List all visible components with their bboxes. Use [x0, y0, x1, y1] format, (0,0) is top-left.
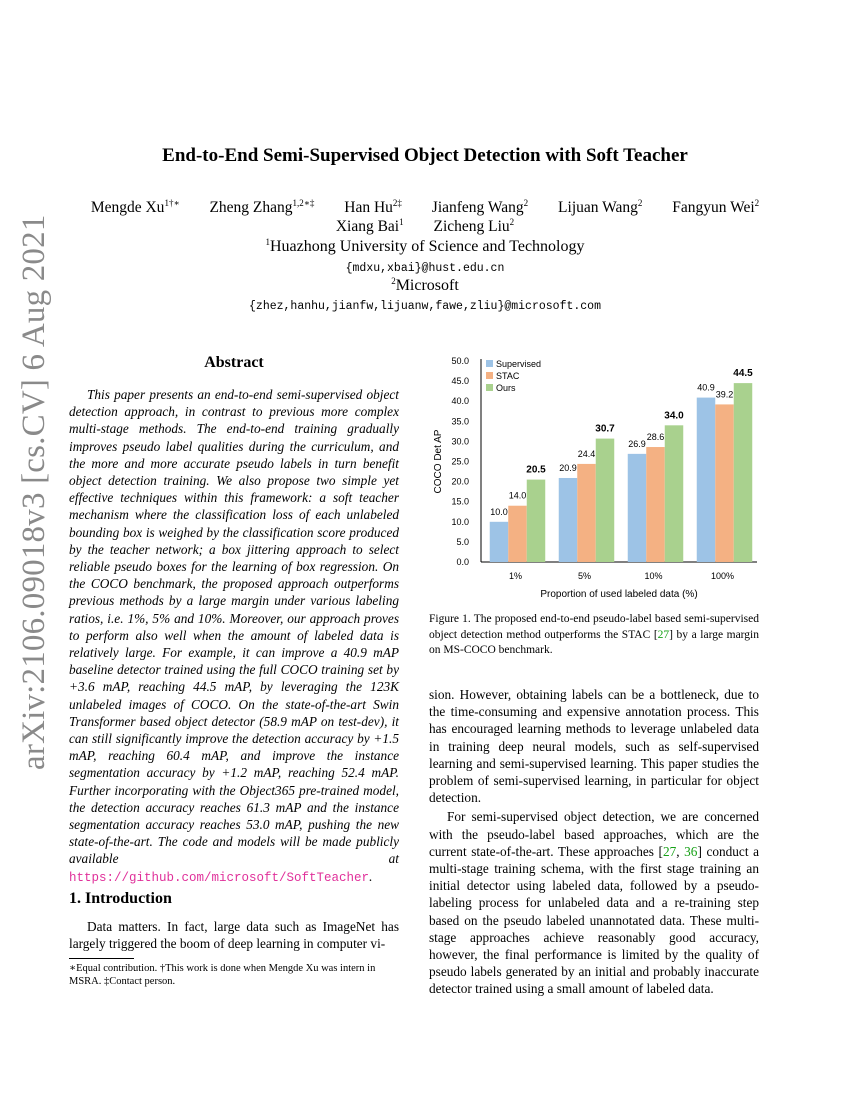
y-tick-label: 5.0: [456, 536, 469, 547]
paper-title: End-to-End Semi-Supervised Object Detection with Soft Teacher: [162, 145, 688, 166]
email-1: {mdxu,xbai}@hust.edu.cn: [345, 262, 505, 275]
author: Han $Hu^{2\ddagger}$: [344, 198, 402, 216]
intro-heading-wrap: [69, 890, 172, 908]
bar-value-label: 44.5: [733, 368, 753, 380]
intro-heading: 1. Introduction: [69, 890, 172, 907]
right-column-body: [429, 686, 759, 998]
x-tick-label: 5%: [577, 571, 592, 581]
bar-ours: [665, 425, 684, 562]
author: Zheng Zhang$^{1,2∗\ddagger}$: [209, 198, 315, 216]
y-tick-label: 50.0: [451, 356, 469, 366]
bar-value-label: 14.0: [508, 490, 527, 501]
bar-value-label: 39.2: [715, 389, 734, 400]
caption-text: Figure 1. The proposed end-to-end pseudo-label based semi-supervised object detection method outperforms the STAC [: [429, 613, 759, 641]
right-paragraph-1: sion. However, obtaining labels can be a bottleneck, due to the time-consuming and expensive annotation process. This has encouraged learning methods to leverage unlabeled data in training deep neural models, such as self-supervised learning and semi-supervised learning. This paper studies the problem of semi-supervised learning, in particular for object detection.: [429, 687, 759, 806]
footnote-rule: [69, 958, 134, 959]
affiliation-2: $^2$Microsoft: [391, 276, 459, 294]
bar-supervised: [559, 478, 578, 562]
arxiv-watermark-text: arXiv:2106.09018v3 [cs.CV] 6 Aug 2021: [16, 214, 52, 770]
citation[interactable]: 36: [684, 843, 698, 859]
legend-label-supervised: Supervised: [496, 359, 542, 369]
email-2: {zhez,hanhu,jianfw,lijuanw,fawe,zliu}@microsoft.com: [249, 300, 601, 313]
bar-stac: [508, 506, 527, 562]
bar-value-label: 28.6: [646, 432, 665, 443]
bar-ours: [734, 383, 753, 562]
figure-1-chart: [425, 352, 765, 602]
citation[interactable]: 27: [662, 843, 677, 859]
y-tick-label: 45.0: [451, 376, 469, 387]
right-paragraph-2: For semi-supervised object detection, we are concerned with the pseudo-label based approaches, which are the current state-of-the-art. These approaches [27, 36] conduct a multi-stage training schema, with the first stage training an initial detector using labeled data, followed by a pseudo-labeling process for unlabeled data and a re-training step based on the pseudo labeled unannotated data. These multi-stage approaches achieve reasonably good accuracy, however, the final performance is limited by the quality of pseudo labels generated by an initial and probably inaccurate detector trained using a small amount of labeled data.: [429, 809, 759, 997]
bar-supervised: [697, 398, 716, 562]
legend-label-ours: Ours: [496, 383, 516, 393]
bar-supervised: [490, 522, 509, 562]
footnote: ∗Equal contribution. †This work is done when Mengde Xu was intern in MSRA. ‡Contact person.: [69, 963, 376, 987]
bar-stac: [646, 447, 665, 562]
y-tick-label: 10.0: [451, 516, 469, 527]
x-tick-label: 1%: [508, 571, 523, 581]
legend-swatch-ours: [486, 384, 493, 391]
intro-paragraph: Data matters. In fact, large data such as ImageNet has largely triggered the boom of deep learning in computer vi-: [69, 919, 399, 952]
author: Fangyun Wei$^2$: [672, 198, 760, 216]
x-tick-label: 100%: [710, 571, 735, 581]
abstract-end: .: [369, 868, 373, 884]
y-tick-label: 20.0: [451, 476, 469, 487]
abstract-body: [69, 386, 399, 887]
y-tick-label: 35.0: [451, 416, 469, 427]
x-axis-label: Proportion of used labeled data (%): [540, 589, 698, 600]
author: Zicheng Liu$^2$: [433, 217, 515, 235]
legend-swatch-supervised: [486, 360, 493, 367]
bar-stac: [577, 464, 596, 562]
y-tick-label: 0.0: [456, 557, 469, 567]
intro-body: [69, 918, 399, 952]
bar-value-label: 40.9: [697, 382, 715, 393]
bar-ours: [596, 439, 615, 562]
x-tick-label: 10%: [644, 571, 663, 581]
abstract-heading: Abstract: [204, 354, 264, 371]
legend-label-stac: STAC: [496, 371, 520, 381]
bar-ours: [527, 480, 546, 562]
bar-value-label: 10.0: [490, 506, 508, 517]
bar-value-label: 26.9: [628, 438, 646, 449]
author: Lijuan Wang$^2$: [558, 198, 643, 216]
abstract-text: This paper presents an end-to-end semi-supervised object detection approach, in contrast to previous more complex multi-stage methods. The end-to-end training gradually improves pseudo label qualities during the curriculum, and the more and more accurate pseudo labels in turn benefit object detection training. We also propose two simple yet effective techniques within this framework: a soft teacher mechanism where the classification loss of each unlabeled bounding box is weighed by the classification score produced by the teacher network; a box jittering approach to select reliable pseudo boxes for the learning of box regression. On the COCO benchmark, the proposed approach outperforms previous methods by a large margin under various labeling ratios, i.e. 1%, 5% and 10%. Moreover, our approach proves to perform also well when the amount of labeled data is relatively large. For example, it can improve a 40.9 mAP baseline detector trained using the full COCO training set by +3.6 mAP, reaching 44.5 mAP, by leveraging the 123K unlabeled images of COCO. On the state-of-the-art Swin Transformer based object detector (58.9 mAP on test-dev), it can still significantly improve the detection accuracy by +1.5 mAP, reaching 60.4 mAP, and improve the instance segmentation accuracy by +1.2 mAP, reaching 52.4 mAP. Further incorporating with the Object365 pre-trained model, the detection accuracy reaches 61.3 mAP and the instance segmentation accuracy reaches 53.0 mAP, pushing the new state-of-the-art. The code and models will be made publicly available at: [69, 387, 399, 867]
y-tick-label: 40.0: [451, 396, 469, 407]
author: Jianfeng Wang$^2$: [431, 198, 529, 216]
legend-swatch-stac: [486, 372, 493, 379]
y-axis-label: COCO Det AP: [433, 429, 444, 494]
authors-line-2: [0, 218, 850, 236]
bar-value-label: 34.0: [664, 410, 684, 422]
bar-value-label: 24.4: [577, 448, 596, 459]
code-link[interactable]: https://github.com/microsoft/SoftTeacher: [69, 870, 370, 885]
bar-value-label: 20.5: [526, 464, 546, 476]
y-tick-label: 25.0: [451, 456, 469, 467]
caption-text-end: ] by a large margin on MS-COCO benchmark.: [429, 628, 759, 656]
caption-citation[interactable]: 27: [657, 628, 670, 641]
bar-value-label: 30.7: [595, 423, 615, 435]
y-tick-label: 15.0: [451, 496, 469, 507]
y-tick-label: 30.0: [451, 436, 469, 447]
bar-supervised: [628, 454, 647, 562]
author: Xiang Bai$^1$: [335, 217, 404, 235]
bar-stac: [715, 404, 734, 562]
arxiv-watermark: [10, 214, 60, 780]
authors-line-1: [0, 199, 850, 217]
figure-caption: [429, 612, 759, 659]
bar-value-label: 20.9: [559, 462, 577, 473]
author: Mengde $Xu^{1\dagger∗}$: [90, 198, 180, 216]
abstract-heading-wrap: [69, 354, 399, 372]
affiliation-1: $^1$Huazhong University of Science and Technology: [265, 237, 585, 255]
